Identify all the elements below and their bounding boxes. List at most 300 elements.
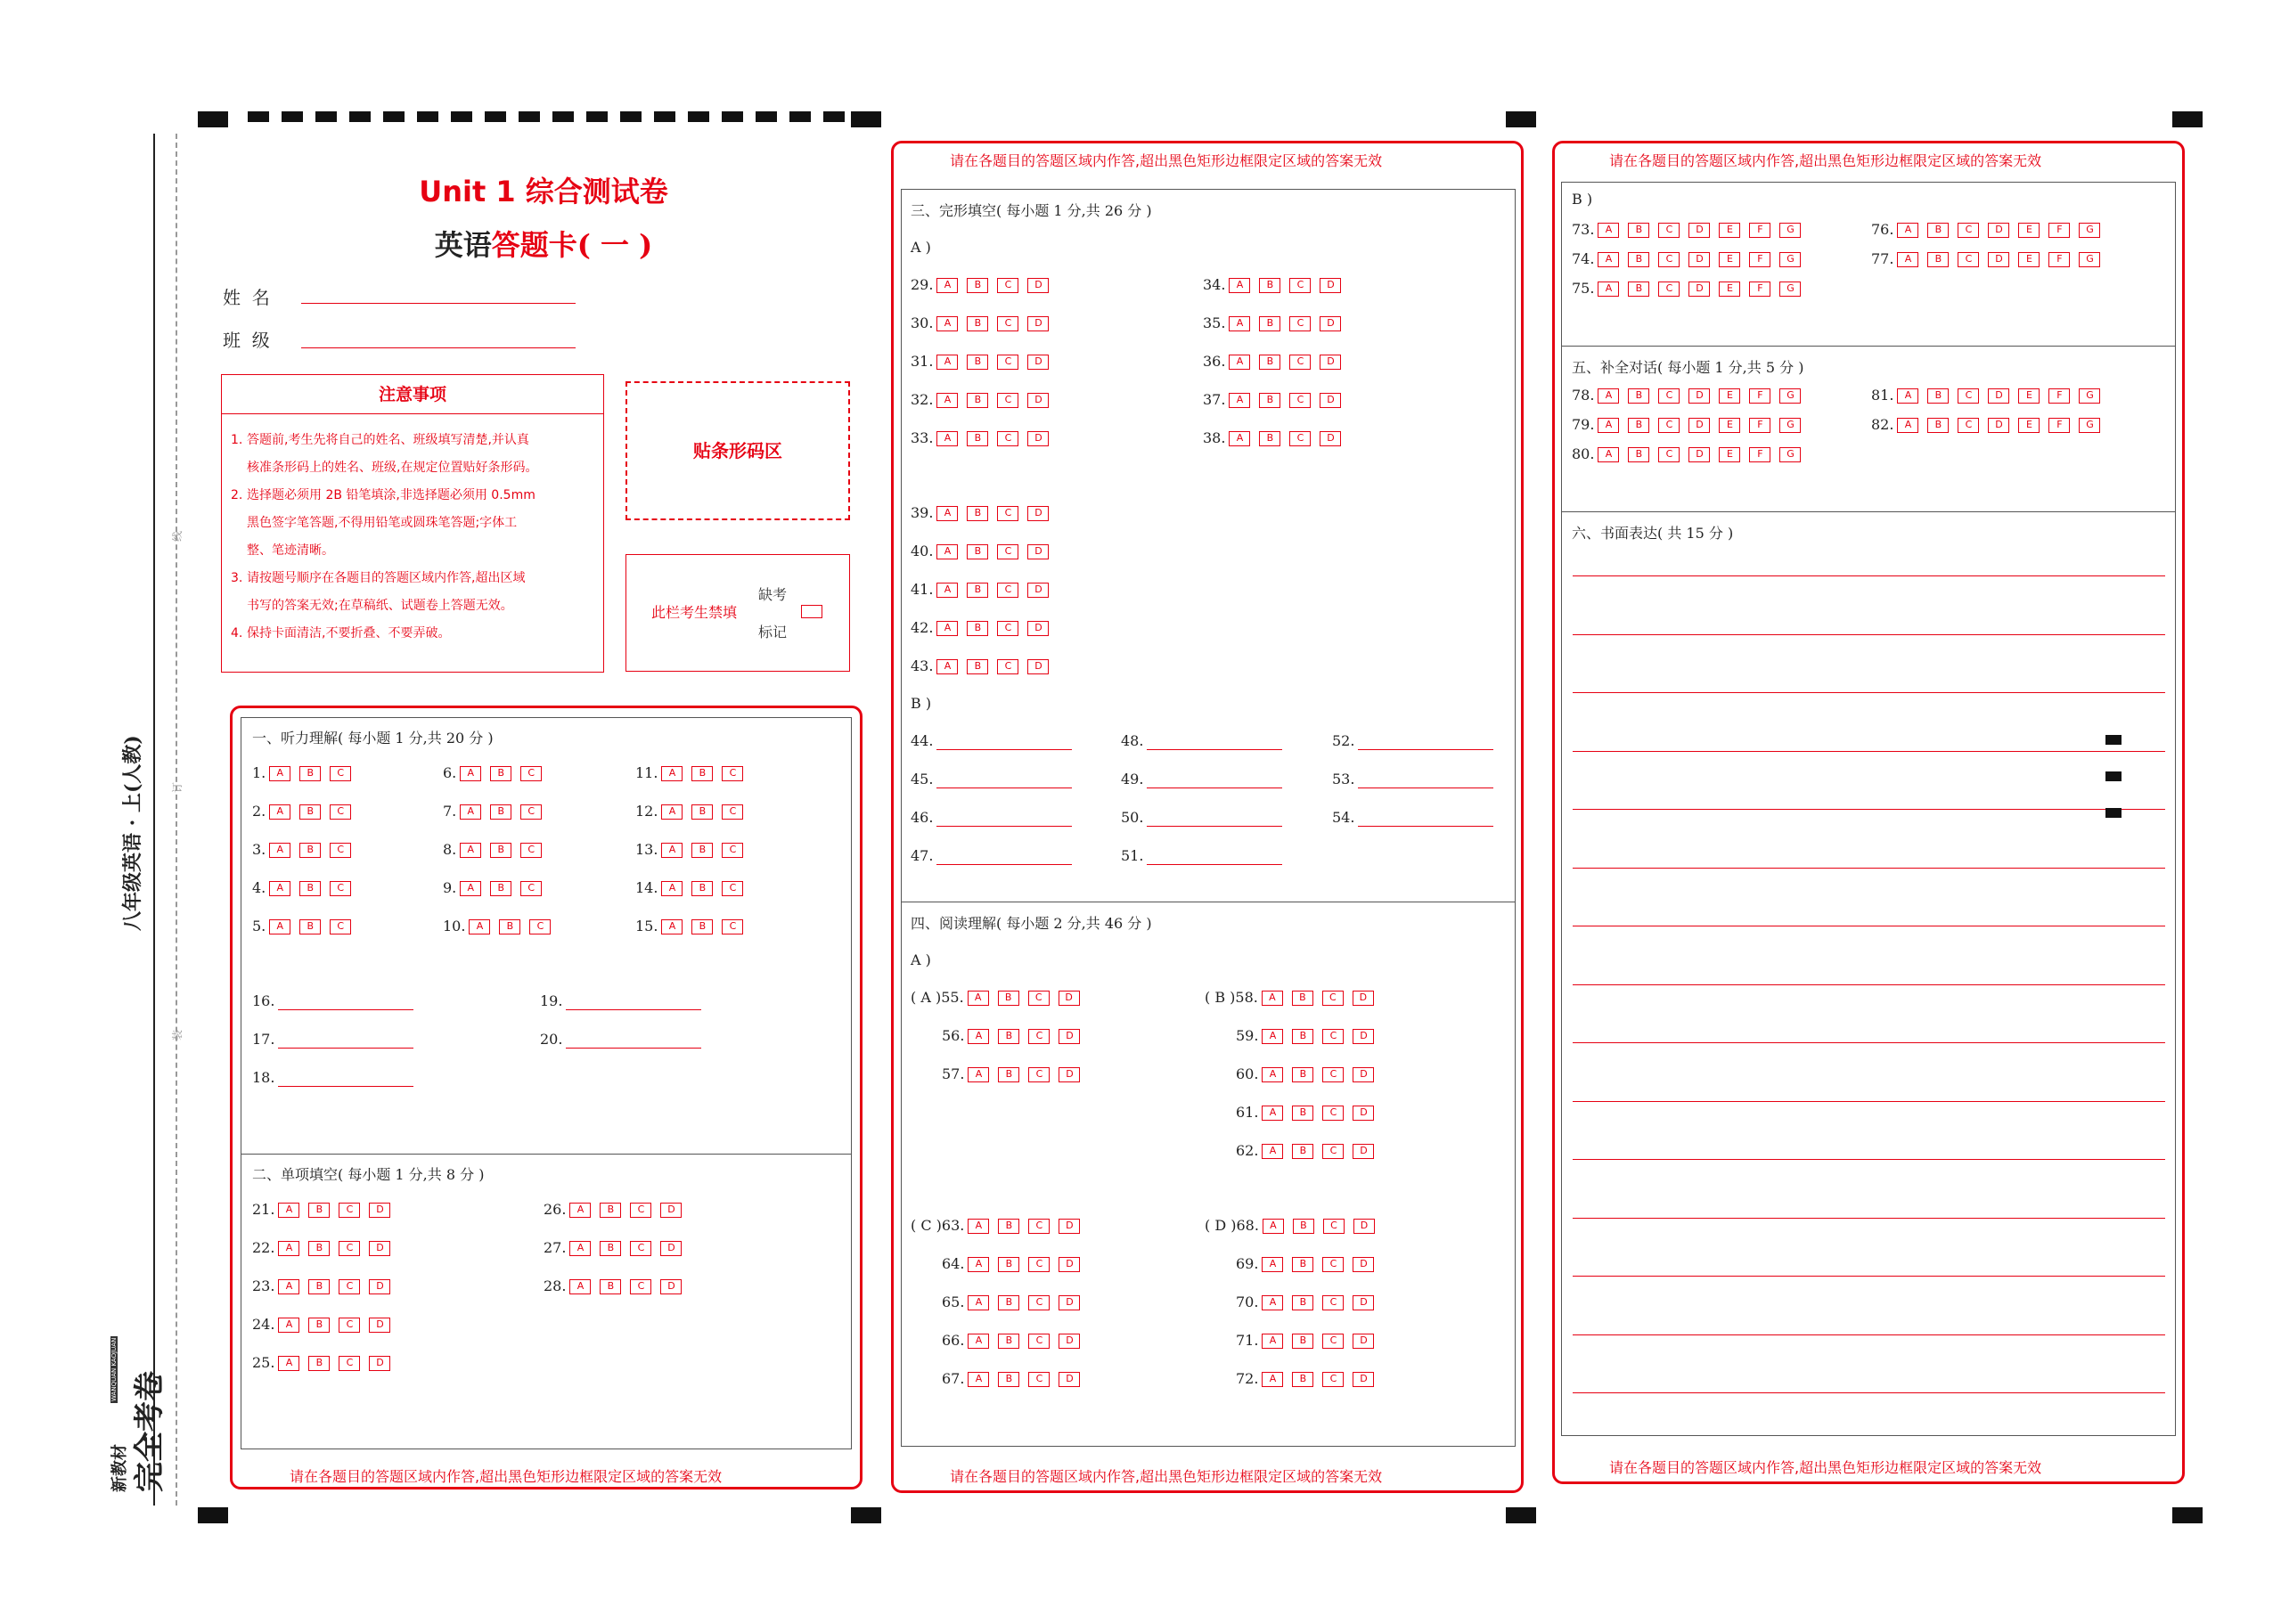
option-bubble-b[interactable]: B xyxy=(1259,431,1280,446)
option-bubble-c[interactable]: C xyxy=(330,881,351,896)
option-bubble-c[interactable]: C xyxy=(997,278,1018,293)
option-bubble-b[interactable]: B xyxy=(691,843,713,858)
option-bubble-c[interactable]: C xyxy=(1322,1334,1344,1349)
option-bubble-c[interactable]: C xyxy=(1658,223,1680,238)
option-bubble-c[interactable]: C xyxy=(997,393,1018,408)
option-bubble-c[interactable]: C xyxy=(1289,278,1311,293)
option-bubble-b[interactable]: B xyxy=(998,1334,1019,1349)
option-bubble-c[interactable]: C xyxy=(997,316,1018,331)
option-bubble-b[interactable]: B xyxy=(299,804,321,820)
answer-blank[interactable] xyxy=(936,851,1072,865)
option-bubble-c[interactable]: C xyxy=(1289,393,1311,408)
option-bubble-a[interactable]: A xyxy=(1598,447,1619,462)
option-bubble-c[interactable]: C xyxy=(997,621,1018,636)
option-bubble-c[interactable]: C xyxy=(722,766,743,781)
option-bubble-a[interactable]: A xyxy=(1598,252,1619,267)
option-bubble-c[interactable]: C xyxy=(1028,1219,1050,1234)
option-bubble-b[interactable]: B xyxy=(1259,278,1280,293)
option-bubble-a[interactable]: A xyxy=(1262,1106,1283,1121)
option-bubble-g[interactable]: G xyxy=(2079,388,2100,404)
option-bubble-b[interactable]: B xyxy=(490,881,511,896)
option-bubble-a[interactable]: A xyxy=(661,766,683,781)
option-bubble-b[interactable]: B xyxy=(600,1203,621,1218)
option-bubble-c[interactable]: C xyxy=(1289,431,1311,446)
option-bubble-e[interactable]: E xyxy=(1719,282,1740,297)
option-bubble-a[interactable]: A xyxy=(936,659,958,674)
option-bubble-a[interactable]: A xyxy=(1262,1372,1283,1387)
option-bubble-a[interactable]: A xyxy=(1262,1295,1283,1310)
writing-line[interactable] xyxy=(1573,1101,2165,1102)
option-bubble-b[interactable]: B xyxy=(967,355,988,370)
option-bubble-d[interactable]: D xyxy=(1688,388,1710,404)
option-bubble-b[interactable]: B xyxy=(1292,991,1313,1006)
option-bubble-c[interactable]: C xyxy=(1322,1144,1344,1159)
option-bubble-a[interactable]: A xyxy=(1897,418,1918,433)
option-bubble-d[interactable]: D xyxy=(1027,316,1049,331)
option-bubble-a[interactable]: A xyxy=(1262,991,1283,1006)
option-bubble-b[interactable]: B xyxy=(1628,252,1649,267)
option-bubble-a[interactable]: A xyxy=(1897,252,1918,267)
option-bubble-d[interactable]: D xyxy=(369,1241,390,1256)
option-bubble-b[interactable]: B xyxy=(1628,447,1649,462)
option-bubble-c[interactable]: C xyxy=(1658,447,1680,462)
option-bubble-a[interactable]: A xyxy=(968,1334,989,1349)
option-bubble-d[interactable]: D xyxy=(1027,278,1049,293)
option-bubble-b[interactable]: B xyxy=(998,1257,1019,1272)
option-bubble-c[interactable]: C xyxy=(1322,1295,1344,1310)
option-bubble-d[interactable]: D xyxy=(1059,1334,1080,1349)
option-bubble-d[interactable]: D xyxy=(1988,418,2009,433)
option-bubble-b[interactable]: B xyxy=(1292,1257,1313,1272)
option-bubble-c[interactable]: C xyxy=(630,1279,651,1294)
option-bubble-a[interactable]: A xyxy=(1229,355,1250,370)
option-bubble-d[interactable]: D xyxy=(369,1356,390,1371)
option-bubble-b[interactable]: B xyxy=(299,843,321,858)
answer-blank[interactable] xyxy=(1358,774,1493,788)
option-bubble-c[interactable]: C xyxy=(1958,418,1979,433)
option-bubble-d[interactable]: D xyxy=(1027,544,1049,559)
option-bubble-d[interactable]: D xyxy=(1059,991,1080,1006)
option-bubble-f[interactable]: F xyxy=(2048,252,2070,267)
answer-blank[interactable] xyxy=(278,996,413,1010)
option-bubble-d[interactable]: D xyxy=(1353,991,1374,1006)
option-bubble-b[interactable]: B xyxy=(1628,223,1649,238)
option-bubble-d[interactable]: D xyxy=(1353,1295,1374,1310)
option-bubble-a[interactable]: A xyxy=(269,804,290,820)
option-bubble-b[interactable]: B xyxy=(1292,1106,1313,1121)
option-bubble-b[interactable]: B xyxy=(998,1029,1019,1044)
option-bubble-d[interactable]: D xyxy=(1988,223,2009,238)
option-bubble-d[interactable]: D xyxy=(660,1203,682,1218)
option-bubble-d[interactable]: D xyxy=(1688,252,1710,267)
option-bubble-a[interactable]: A xyxy=(1598,282,1619,297)
option-bubble-a[interactable]: A xyxy=(936,278,958,293)
option-bubble-g[interactable]: G xyxy=(2079,418,2100,433)
option-bubble-a[interactable]: A xyxy=(936,316,958,331)
option-bubble-b[interactable]: B xyxy=(967,316,988,331)
option-bubble-a[interactable]: A xyxy=(1229,278,1250,293)
answer-blank[interactable] xyxy=(936,774,1072,788)
option-bubble-c[interactable]: C xyxy=(1958,223,1979,238)
option-bubble-a[interactable]: A xyxy=(1598,418,1619,433)
option-bubble-c[interactable]: C xyxy=(339,1241,360,1256)
option-bubble-b[interactable]: B xyxy=(1292,1334,1313,1349)
option-bubble-d[interactable]: D xyxy=(1688,447,1710,462)
option-bubble-c[interactable]: C xyxy=(1322,1372,1344,1387)
option-bubble-a[interactable]: A xyxy=(278,1356,299,1371)
writing-line[interactable] xyxy=(1573,575,2165,576)
option-bubble-b[interactable]: B xyxy=(967,431,988,446)
option-bubble-b[interactable]: B xyxy=(998,1372,1019,1387)
option-bubble-d[interactable]: D xyxy=(1027,506,1049,521)
option-bubble-c[interactable]: C xyxy=(1028,1067,1050,1082)
option-bubble-d[interactable]: D xyxy=(1320,393,1341,408)
option-bubble-d[interactable]: D xyxy=(1353,1257,1374,1272)
option-bubble-b[interactable]: B xyxy=(299,919,321,934)
option-bubble-a[interactable]: A xyxy=(1262,1029,1283,1044)
option-bubble-a[interactable]: A xyxy=(1229,393,1250,408)
option-bubble-c[interactable]: C xyxy=(1322,1029,1344,1044)
option-bubble-c[interactable]: C xyxy=(1658,282,1680,297)
option-bubble-c[interactable]: C xyxy=(1658,388,1680,404)
option-bubble-a[interactable]: A xyxy=(936,393,958,408)
option-bubble-b[interactable]: B xyxy=(1927,223,1949,238)
option-bubble-b[interactable]: B xyxy=(967,278,988,293)
option-bubble-g[interactable]: G xyxy=(2079,223,2100,238)
option-bubble-c[interactable]: C xyxy=(722,843,743,858)
writing-line[interactable] xyxy=(1573,809,2165,810)
option-bubble-d[interactable]: D xyxy=(1059,1219,1080,1234)
option-bubble-a[interactable]: A xyxy=(968,1029,989,1044)
option-bubble-b[interactable]: B xyxy=(600,1241,621,1256)
option-bubble-g[interactable]: G xyxy=(1779,388,1801,404)
option-bubble-d[interactable]: D xyxy=(1059,1257,1080,1272)
option-bubble-a[interactable]: A xyxy=(1263,1219,1284,1234)
writing-line[interactable] xyxy=(1573,1392,2165,1393)
option-bubble-b[interactable]: B xyxy=(308,1356,330,1371)
option-bubble-b[interactable]: B xyxy=(691,881,713,896)
option-bubble-f[interactable]: F xyxy=(1749,282,1770,297)
option-bubble-c[interactable]: C xyxy=(1322,1106,1344,1121)
option-bubble-b[interactable]: B xyxy=(1292,1295,1313,1310)
option-bubble-c[interactable]: C xyxy=(630,1203,651,1218)
option-bubble-a[interactable]: A xyxy=(936,621,958,636)
option-bubble-d[interactable]: D xyxy=(1353,1144,1374,1159)
option-bubble-a[interactable]: A xyxy=(1262,1067,1283,1082)
answer-blank[interactable] xyxy=(1358,812,1493,827)
option-bubble-a[interactable]: A xyxy=(269,919,290,934)
option-bubble-d[interactable]: D xyxy=(1027,393,1049,408)
option-bubble-c[interactable]: C xyxy=(1658,418,1680,433)
option-bubble-b[interactable]: B xyxy=(967,621,988,636)
option-bubble-b[interactable]: B xyxy=(967,659,988,674)
option-bubble-a[interactable]: A xyxy=(936,355,958,370)
option-bubble-d[interactable]: D xyxy=(1988,388,2009,404)
option-bubble-a[interactable]: A xyxy=(460,804,481,820)
option-bubble-a[interactable]: A xyxy=(1897,223,1918,238)
option-bubble-b[interactable]: B xyxy=(1628,388,1649,404)
option-bubble-b[interactable]: B xyxy=(998,1219,1019,1234)
option-bubble-c[interactable]: C xyxy=(520,881,542,896)
option-bubble-c[interactable]: C xyxy=(330,804,351,820)
option-bubble-b[interactable]: B xyxy=(691,804,713,820)
answer-blank[interactable] xyxy=(566,1034,701,1049)
option-bubble-c[interactable]: C xyxy=(997,544,1018,559)
option-bubble-c[interactable]: C xyxy=(722,881,743,896)
option-bubble-a[interactable]: A xyxy=(1897,388,1918,404)
writing-line[interactable] xyxy=(1573,1159,2165,1160)
option-bubble-g[interactable]: G xyxy=(1779,418,1801,433)
answer-blank[interactable] xyxy=(936,736,1072,750)
option-bubble-a[interactable]: A xyxy=(1229,431,1250,446)
option-bubble-c[interactable]: C xyxy=(330,843,351,858)
option-bubble-d[interactable]: D xyxy=(1059,1372,1080,1387)
option-bubble-a[interactable]: A xyxy=(968,1257,989,1272)
option-bubble-g[interactable]: G xyxy=(1779,252,1801,267)
option-bubble-b[interactable]: B xyxy=(1259,393,1280,408)
option-bubble-c[interactable]: C xyxy=(520,804,542,820)
option-bubble-e[interactable]: E xyxy=(1719,252,1740,267)
option-bubble-b[interactable]: B xyxy=(967,583,988,598)
option-bubble-g[interactable]: G xyxy=(1779,223,1801,238)
option-bubble-b[interactable]: B xyxy=(490,804,511,820)
option-bubble-b[interactable]: B xyxy=(998,1295,1019,1310)
option-bubble-d[interactable]: D xyxy=(1353,1029,1374,1044)
option-bubble-c[interactable]: C xyxy=(1322,1257,1344,1272)
writing-line[interactable] xyxy=(1573,692,2165,693)
option-bubble-b[interactable]: B xyxy=(308,1318,330,1333)
option-bubble-c[interactable]: C xyxy=(1028,1372,1050,1387)
option-bubble-a[interactable]: A xyxy=(1598,223,1619,238)
option-bubble-c[interactable]: C xyxy=(722,919,743,934)
option-bubble-a[interactable]: A xyxy=(1262,1257,1283,1272)
option-bubble-c[interactable]: C xyxy=(1322,1067,1344,1082)
option-bubble-c[interactable]: C xyxy=(520,843,542,858)
writing-line[interactable] xyxy=(1573,868,2165,869)
option-bubble-a[interactable]: A xyxy=(968,1067,989,1082)
writing-line[interactable] xyxy=(1573,1042,2165,1043)
option-bubble-d[interactable]: D xyxy=(1353,1219,1375,1234)
option-bubble-f[interactable]: F xyxy=(2048,418,2070,433)
option-bubble-b[interactable]: B xyxy=(691,919,713,934)
option-bubble-a[interactable]: A xyxy=(269,766,290,781)
option-bubble-a[interactable]: A xyxy=(569,1279,591,1294)
option-bubble-b[interactable]: B xyxy=(499,919,520,934)
option-bubble-c[interactable]: C xyxy=(339,1203,360,1218)
option-bubble-b[interactable]: B xyxy=(299,881,321,896)
option-bubble-c[interactable]: C xyxy=(520,766,542,781)
option-bubble-d[interactable]: D xyxy=(1688,418,1710,433)
option-bubble-d[interactable]: D xyxy=(1059,1067,1080,1082)
option-bubble-a[interactable]: A xyxy=(460,881,481,896)
option-bubble-e[interactable]: E xyxy=(1719,223,1740,238)
option-bubble-e[interactable]: E xyxy=(1719,447,1740,462)
option-bubble-a[interactable]: A xyxy=(1229,316,1250,331)
option-bubble-b[interactable]: B xyxy=(1927,388,1949,404)
option-bubble-a[interactable]: A xyxy=(569,1241,591,1256)
option-bubble-a[interactable]: A xyxy=(968,1219,989,1234)
option-bubble-e[interactable]: E xyxy=(2018,223,2040,238)
option-bubble-d[interactable]: D xyxy=(1320,316,1341,331)
option-bubble-b[interactable]: B xyxy=(998,1067,1019,1082)
option-bubble-d[interactable]: D xyxy=(1353,1334,1374,1349)
option-bubble-e[interactable]: E xyxy=(2018,418,2040,433)
option-bubble-a[interactable]: A xyxy=(460,843,481,858)
option-bubble-b[interactable]: B xyxy=(967,393,988,408)
option-bubble-c[interactable]: C xyxy=(1028,1029,1050,1044)
option-bubble-d[interactable]: D xyxy=(1059,1295,1080,1310)
option-bubble-d[interactable]: D xyxy=(660,1241,682,1256)
option-bubble-g[interactable]: G xyxy=(2079,252,2100,267)
option-bubble-c[interactable]: C xyxy=(1028,1257,1050,1272)
writing-line[interactable] xyxy=(1573,751,2165,752)
option-bubble-d[interactable]: D xyxy=(1353,1106,1374,1121)
option-bubble-d[interactable]: D xyxy=(369,1279,390,1294)
writing-line[interactable] xyxy=(1573,634,2165,635)
option-bubble-b[interactable]: B xyxy=(600,1279,621,1294)
option-bubble-e[interactable]: E xyxy=(2018,388,2040,404)
option-bubble-c[interactable]: C xyxy=(1028,1295,1050,1310)
option-bubble-g[interactable]: G xyxy=(1779,282,1801,297)
option-bubble-a[interactable]: A xyxy=(278,1279,299,1294)
option-bubble-b[interactable]: B xyxy=(967,506,988,521)
option-bubble-a[interactable]: A xyxy=(661,881,683,896)
option-bubble-c[interactable]: C xyxy=(1958,388,1979,404)
option-bubble-c[interactable]: C xyxy=(339,1356,360,1371)
option-bubble-a[interactable]: A xyxy=(1598,388,1619,404)
option-bubble-c[interactable]: C xyxy=(722,804,743,820)
absent-checkbox[interactable] xyxy=(801,605,822,618)
option-bubble-c[interactable]: C xyxy=(1028,991,1050,1006)
answer-blank[interactable] xyxy=(278,1073,413,1087)
option-bubble-f[interactable]: F xyxy=(1749,418,1770,433)
option-bubble-a[interactable]: A xyxy=(569,1203,591,1218)
option-bubble-c[interactable]: C xyxy=(529,919,551,934)
option-bubble-b[interactable]: B xyxy=(299,766,321,781)
option-bubble-a[interactable]: A xyxy=(936,544,958,559)
option-bubble-b[interactable]: B xyxy=(1292,1144,1313,1159)
option-bubble-c[interactable]: C xyxy=(1289,316,1311,331)
option-bubble-b[interactable]: B xyxy=(967,544,988,559)
option-bubble-a[interactable]: A xyxy=(661,804,683,820)
answer-blank[interactable] xyxy=(1147,812,1282,827)
option-bubble-f[interactable]: F xyxy=(2048,223,2070,238)
option-bubble-f[interactable]: F xyxy=(1749,252,1770,267)
option-bubble-a[interactable]: A xyxy=(278,1203,299,1218)
answer-blank[interactable] xyxy=(1147,774,1282,788)
option-bubble-a[interactable]: A xyxy=(269,881,290,896)
option-bubble-a[interactable]: A xyxy=(661,843,683,858)
option-bubble-a[interactable]: A xyxy=(1262,1144,1283,1159)
option-bubble-f[interactable]: F xyxy=(1749,447,1770,462)
option-bubble-b[interactable]: B xyxy=(1292,1067,1313,1082)
option-bubble-a[interactable]: A xyxy=(936,431,958,446)
option-bubble-d[interactable]: D xyxy=(1320,355,1341,370)
option-bubble-b[interactable]: B xyxy=(1259,355,1280,370)
writing-line[interactable] xyxy=(1573,1218,2165,1219)
option-bubble-b[interactable]: B xyxy=(1292,1029,1313,1044)
option-bubble-c[interactable]: C xyxy=(997,355,1018,370)
answer-blank[interactable] xyxy=(936,812,1072,827)
option-bubble-f[interactable]: F xyxy=(1749,388,1770,404)
option-bubble-a[interactable]: A xyxy=(269,843,290,858)
option-bubble-d[interactable]: D xyxy=(1059,1029,1080,1044)
option-bubble-f[interactable]: F xyxy=(1749,223,1770,238)
option-bubble-c[interactable]: C xyxy=(330,919,351,934)
option-bubble-d[interactable]: D xyxy=(1353,1067,1374,1082)
option-bubble-d[interactable]: D xyxy=(1027,659,1049,674)
option-bubble-b[interactable]: B xyxy=(1927,252,1949,267)
option-bubble-c[interactable]: C xyxy=(997,506,1018,521)
writing-line[interactable] xyxy=(1573,984,2165,985)
name-field[interactable] xyxy=(301,303,576,304)
option-bubble-c[interactable]: C xyxy=(997,659,1018,674)
class-field[interactable] xyxy=(301,347,576,348)
option-bubble-c[interactable]: C xyxy=(997,431,1018,446)
option-bubble-b[interactable]: B xyxy=(308,1279,330,1294)
answer-blank[interactable] xyxy=(566,996,701,1010)
option-bubble-d[interactable]: D xyxy=(1353,1372,1374,1387)
option-bubble-d[interactable]: D xyxy=(1988,252,2009,267)
option-bubble-d[interactable]: D xyxy=(1688,223,1710,238)
option-bubble-d[interactable]: D xyxy=(1320,431,1341,446)
option-bubble-c[interactable]: C xyxy=(1289,355,1311,370)
option-bubble-c[interactable]: C xyxy=(1323,1219,1345,1234)
option-bubble-a[interactable]: A xyxy=(460,766,481,781)
writing-line[interactable] xyxy=(1573,1276,2165,1277)
option-bubble-d[interactable]: D xyxy=(1688,282,1710,297)
option-bubble-d[interactable]: D xyxy=(660,1279,682,1294)
option-bubble-a[interactable]: A xyxy=(968,991,989,1006)
option-bubble-c[interactable]: C xyxy=(1322,991,1344,1006)
option-bubble-e[interactable]: E xyxy=(2018,252,2040,267)
option-bubble-c[interactable]: C xyxy=(630,1241,651,1256)
option-bubble-a[interactable]: A xyxy=(661,919,683,934)
option-bubble-a[interactable]: A xyxy=(968,1295,989,1310)
option-bubble-b[interactable]: B xyxy=(490,766,511,781)
option-bubble-b[interactable]: B xyxy=(308,1203,330,1218)
option-bubble-d[interactable]: D xyxy=(1027,583,1049,598)
option-bubble-a[interactable]: A xyxy=(936,583,958,598)
option-bubble-a[interactable]: A xyxy=(469,919,490,934)
option-bubble-c[interactable]: C xyxy=(330,766,351,781)
option-bubble-b[interactable]: B xyxy=(691,766,713,781)
writing-line[interactable] xyxy=(1573,1334,2165,1335)
option-bubble-b[interactable]: B xyxy=(1927,418,1949,433)
option-bubble-b[interactable]: B xyxy=(998,991,1019,1006)
option-bubble-f[interactable]: F xyxy=(2048,388,2070,404)
option-bubble-c[interactable]: C xyxy=(339,1318,360,1333)
option-bubble-e[interactable]: E xyxy=(1719,418,1740,433)
option-bubble-a[interactable]: A xyxy=(968,1372,989,1387)
option-bubble-b[interactable]: B xyxy=(1293,1219,1314,1234)
option-bubble-a[interactable]: A xyxy=(1262,1334,1283,1349)
option-bubble-d[interactable]: D xyxy=(369,1318,390,1333)
answer-blank[interactable] xyxy=(278,1034,413,1049)
option-bubble-a[interactable]: A xyxy=(936,506,958,521)
option-bubble-c[interactable]: C xyxy=(997,583,1018,598)
option-bubble-b[interactable]: B xyxy=(1628,418,1649,433)
option-bubble-c[interactable]: C xyxy=(339,1279,360,1294)
option-bubble-b[interactable]: B xyxy=(490,843,511,858)
option-bubble-e[interactable]: E xyxy=(1719,388,1740,404)
option-bubble-g[interactable]: G xyxy=(1779,447,1801,462)
option-bubble-b[interactable]: B xyxy=(1628,282,1649,297)
answer-blank[interactable] xyxy=(1147,736,1282,750)
option-bubble-c[interactable]: C xyxy=(1958,252,1979,267)
option-bubble-b[interactable]: B xyxy=(1292,1372,1313,1387)
option-bubble-a[interactable]: A xyxy=(278,1318,299,1333)
